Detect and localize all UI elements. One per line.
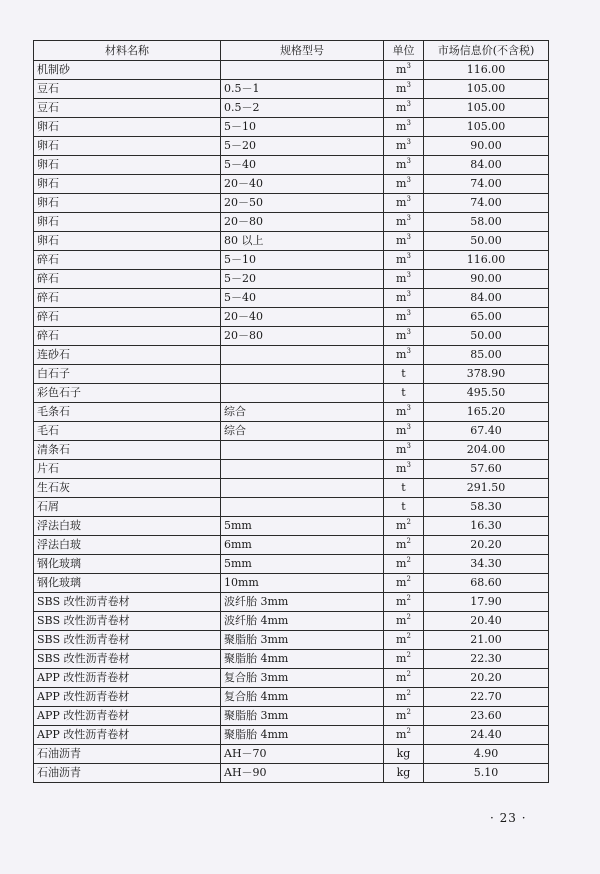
material-name-cell: 机制砂 (34, 61, 221, 80)
material-name-cell: SBS 改性沥青卷材 (34, 650, 221, 669)
material-name-cell: 毛条石 (34, 403, 221, 422)
price-cell: 22.70 (424, 688, 549, 707)
header-unit: 单位 (384, 41, 424, 61)
unit-exponent: 2 (406, 518, 411, 526)
material-name-cell: 卵石 (34, 175, 221, 194)
unit-text: t (401, 500, 406, 513)
price-cell: 20.20 (424, 669, 549, 688)
unit-exponent: 3 (406, 442, 411, 450)
spec-model-cell: 0.5－2 (221, 99, 384, 118)
unit-cell (384, 479, 424, 498)
unit-text: m (396, 462, 407, 475)
spec-model-cell: 波纤胎 3mm (221, 593, 384, 612)
unit-exponent: 3 (406, 423, 411, 431)
spec-model-cell: 复合胎 4mm (221, 688, 384, 707)
table-row (34, 118, 549, 137)
unit-exponent: 3 (406, 81, 411, 89)
price-cell: 34.30 (424, 555, 549, 574)
unit-exponent: 2 (406, 613, 411, 621)
header-market-price: 市场信息价(不含税) (424, 41, 549, 61)
unit-cell (384, 175, 424, 194)
unit-cell (384, 726, 424, 745)
material-name-cell: 碎石 (34, 270, 221, 289)
spec-model-cell: 20－50 (221, 194, 384, 213)
table-row (34, 745, 549, 764)
unit-cell (384, 498, 424, 517)
table-row (34, 631, 549, 650)
spec-model-cell: 80 以上 (221, 232, 384, 251)
unit-text: m (396, 291, 407, 304)
table-row (34, 194, 549, 213)
price-cell: 74.00 (424, 175, 549, 194)
table-row (34, 346, 549, 365)
unit-cell (384, 517, 424, 536)
table-row (34, 175, 549, 194)
table-row (34, 536, 549, 555)
table-row (34, 612, 549, 631)
unit-text: m (396, 671, 407, 684)
unit-cell (384, 384, 424, 403)
price-cell: 68.60 (424, 574, 549, 593)
table-row (34, 61, 549, 80)
unit-exponent: 3 (406, 119, 411, 127)
table-header-row (34, 41, 549, 61)
unit-text: t (401, 367, 406, 380)
material-name-cell: 白石子 (34, 365, 221, 384)
spec-model-cell: 5－10 (221, 251, 384, 270)
unit-text: m (396, 329, 407, 342)
table-row (34, 669, 549, 688)
spec-model-cell (221, 346, 384, 365)
table-row (34, 688, 549, 707)
price-cell: 20.20 (424, 536, 549, 555)
table-row (34, 365, 549, 384)
unit-exponent: 3 (406, 62, 411, 70)
table-row (34, 498, 549, 517)
unit-cell (384, 346, 424, 365)
unit-cell (384, 308, 424, 327)
unit-exponent: 3 (406, 328, 411, 336)
table-row (34, 441, 549, 460)
unit-cell (384, 555, 424, 574)
unit-cell (384, 99, 424, 118)
unit-cell (384, 612, 424, 631)
unit-text: m (396, 82, 407, 95)
table-row (34, 764, 549, 783)
table-row (34, 270, 549, 289)
unit-text: m (396, 443, 407, 456)
material-name-cell: APP 改性沥青卷材 (34, 726, 221, 745)
unit-text: m (396, 405, 407, 418)
material-name-cell: 卵石 (34, 118, 221, 137)
table-row (34, 251, 549, 270)
table-row (34, 137, 549, 156)
unit-text: m (396, 424, 407, 437)
unit-exponent: 3 (406, 195, 411, 203)
unit-exponent: 2 (406, 537, 411, 545)
table-row (34, 707, 549, 726)
spec-model-cell: 6mm (221, 536, 384, 555)
spec-model-cell: 5－20 (221, 270, 384, 289)
material-name-cell: 钢化玻璃 (34, 574, 221, 593)
unit-text: m (396, 348, 407, 361)
unit-cell (384, 403, 424, 422)
unit-cell (384, 61, 424, 80)
price-cell: 116.00 (424, 61, 549, 80)
price-cell: 58.00 (424, 213, 549, 232)
unit-text: m (396, 101, 407, 114)
unit-exponent: 3 (406, 176, 411, 184)
price-cell: 85.00 (424, 346, 549, 365)
page-number: · 23 · (490, 811, 527, 825)
unit-cell (384, 137, 424, 156)
price-cell: 105.00 (424, 80, 549, 99)
price-cell: 90.00 (424, 270, 549, 289)
material-name-cell: 豆石 (34, 80, 221, 99)
price-cell: 74.00 (424, 194, 549, 213)
spec-model-cell: 聚脂胎 4mm (221, 650, 384, 669)
unit-text: m (396, 63, 407, 76)
material-name-cell: 卵石 (34, 156, 221, 175)
spec-model-cell (221, 479, 384, 498)
unit-text: m (396, 120, 407, 133)
table-row (34, 327, 549, 346)
unit-text: kg (396, 766, 411, 779)
material-name-cell: APP 改性沥青卷材 (34, 669, 221, 688)
table-row (34, 460, 549, 479)
spec-model-cell (221, 498, 384, 517)
unit-exponent: 2 (406, 670, 411, 678)
price-cell: 58.30 (424, 498, 549, 517)
price-cell: 20.40 (424, 612, 549, 631)
price-cell: 90.00 (424, 137, 549, 156)
price-cell: 50.00 (424, 232, 549, 251)
spec-model-cell: 综合 (221, 422, 384, 441)
price-cell: 24.40 (424, 726, 549, 745)
spec-model-cell: 波纤胎 4mm (221, 612, 384, 631)
material-name-cell: 豆石 (34, 99, 221, 118)
unit-text: m (396, 633, 407, 646)
material-name-cell: 卵石 (34, 137, 221, 156)
spec-model-cell: 20－40 (221, 175, 384, 194)
price-cell: 23.60 (424, 707, 549, 726)
unit-text: m (396, 538, 407, 551)
unit-cell (384, 707, 424, 726)
unit-text: m (396, 139, 407, 152)
material-name-cell: 卵石 (34, 232, 221, 251)
unit-text: m (396, 614, 407, 627)
price-cell: 84.00 (424, 289, 549, 308)
spec-model-cell: 复合胎 3mm (221, 669, 384, 688)
table-row (34, 156, 549, 175)
unit-exponent: 3 (406, 233, 411, 241)
table-row (34, 479, 549, 498)
table-row (34, 289, 549, 308)
unit-cell (384, 650, 424, 669)
material-name-cell: 浮法白玻 (34, 536, 221, 555)
spec-model-cell (221, 365, 384, 384)
material-name-cell: 连砂石 (34, 346, 221, 365)
header-material-name: 材料名称 (34, 41, 221, 61)
price-cell: 16.30 (424, 517, 549, 536)
unit-exponent: 2 (406, 708, 411, 716)
unit-cell (384, 593, 424, 612)
unit-text: t (401, 386, 406, 399)
spec-model-cell: 20－80 (221, 213, 384, 232)
unit-text: m (396, 595, 407, 608)
unit-text: m (396, 576, 407, 589)
unit-cell (384, 441, 424, 460)
spec-model-cell: 10mm (221, 574, 384, 593)
unit-text: m (396, 158, 407, 171)
price-cell: 17.90 (424, 593, 549, 612)
material-name-cell: SBS 改性沥青卷材 (34, 612, 221, 631)
material-name-cell: SBS 改性沥青卷材 (34, 631, 221, 650)
material-name-cell: APP 改性沥青卷材 (34, 688, 221, 707)
price-cell: 21.00 (424, 631, 549, 650)
material-name-cell: 碎石 (34, 289, 221, 308)
material-name-cell: 碎石 (34, 308, 221, 327)
spec-model-cell: 聚脂胎 3mm (221, 631, 384, 650)
unit-text: m (396, 253, 407, 266)
spec-model-cell: 综合 (221, 403, 384, 422)
unit-exponent: 2 (406, 575, 411, 583)
unit-exponent: 2 (406, 594, 411, 602)
price-cell: 116.00 (424, 251, 549, 270)
unit-cell (384, 574, 424, 593)
unit-exponent: 3 (406, 157, 411, 165)
price-cell: 495.50 (424, 384, 549, 403)
unit-cell (384, 232, 424, 251)
unit-exponent: 2 (406, 651, 411, 659)
spec-model-cell: 5－20 (221, 137, 384, 156)
spec-model-cell: 0.5－1 (221, 80, 384, 99)
material-name-cell: 生石灰 (34, 479, 221, 498)
spec-model-cell: AH－90 (221, 764, 384, 783)
price-cell: 67.40 (424, 422, 549, 441)
unit-exponent: 3 (406, 138, 411, 146)
table-row (34, 80, 549, 99)
unit-text: m (396, 690, 407, 703)
price-cell: 291.50 (424, 479, 549, 498)
price-cell: 57.60 (424, 460, 549, 479)
spec-model-cell (221, 384, 384, 403)
spec-model-cell: AH－70 (221, 745, 384, 764)
material-name-cell: 碎石 (34, 327, 221, 346)
spec-model-cell: 5mm (221, 517, 384, 536)
unit-cell (384, 213, 424, 232)
unit-cell (384, 156, 424, 175)
material-name-cell: SBS 改性沥青卷材 (34, 593, 221, 612)
unit-cell (384, 289, 424, 308)
unit-cell (384, 669, 424, 688)
material-price-table (33, 40, 549, 783)
unit-text: m (396, 709, 407, 722)
price-cell: 165.20 (424, 403, 549, 422)
unit-text: m (396, 196, 407, 209)
material-name-cell: 彩色石子 (34, 384, 221, 403)
table-row (34, 726, 549, 745)
unit-text: m (396, 557, 407, 570)
unit-text: m (396, 310, 407, 323)
unit-cell (384, 688, 424, 707)
unit-exponent: 3 (406, 404, 411, 412)
table-row (34, 232, 549, 251)
unit-exponent: 3 (406, 347, 411, 355)
unit-exponent: 3 (406, 271, 411, 279)
table-body (34, 61, 549, 783)
unit-cell (384, 251, 424, 270)
table-row (34, 517, 549, 536)
price-cell: 50.00 (424, 327, 549, 346)
table-row (34, 99, 549, 118)
spec-model-cell (221, 460, 384, 479)
price-cell: 204.00 (424, 441, 549, 460)
spec-model-cell: 聚脂胎 4mm (221, 726, 384, 745)
spec-model-cell (221, 441, 384, 460)
material-name-cell: 石油沥青 (34, 764, 221, 783)
spec-model-cell: 5－40 (221, 289, 384, 308)
material-name-cell: APP 改性沥青卷材 (34, 707, 221, 726)
unit-cell (384, 422, 424, 441)
material-name-cell: 清条石 (34, 441, 221, 460)
unit-exponent: 3 (406, 252, 411, 260)
unit-text: m (396, 652, 407, 665)
unit-cell (384, 270, 424, 289)
table-row (34, 555, 549, 574)
unit-cell (384, 194, 424, 213)
unit-text: m (396, 215, 407, 228)
unit-cell (384, 745, 424, 764)
table-row (34, 213, 549, 232)
material-name-cell: 钢化玻璃 (34, 555, 221, 574)
table-row (34, 308, 549, 327)
unit-exponent: 3 (406, 290, 411, 298)
material-name-cell: 片石 (34, 460, 221, 479)
unit-exponent: 3 (406, 214, 411, 222)
price-cell: 22.30 (424, 650, 549, 669)
unit-exponent: 2 (406, 727, 411, 735)
unit-cell (384, 460, 424, 479)
unit-text: m (396, 177, 407, 190)
material-name-cell: 卵石 (34, 213, 221, 232)
table-row (34, 593, 549, 612)
spec-model-cell: 20－40 (221, 308, 384, 327)
material-name-cell: 浮法白玻 (34, 517, 221, 536)
price-cell: 84.00 (424, 156, 549, 175)
unit-text: t (401, 481, 406, 494)
unit-cell (384, 764, 424, 783)
unit-exponent: 2 (406, 689, 411, 697)
unit-exponent: 2 (406, 632, 411, 640)
spec-model-cell: 5－40 (221, 156, 384, 175)
unit-text: m (396, 519, 407, 532)
table-row (34, 650, 549, 669)
unit-text: m (396, 234, 407, 247)
spec-model-cell: 20－80 (221, 327, 384, 346)
unit-exponent: 3 (406, 100, 411, 108)
spec-model-cell (221, 61, 384, 80)
spec-model-cell: 5mm (221, 555, 384, 574)
unit-cell (384, 365, 424, 384)
price-cell: 105.00 (424, 99, 549, 118)
spec-model-cell: 聚脂胎 3mm (221, 707, 384, 726)
unit-cell (384, 327, 424, 346)
price-cell: 5.10 (424, 764, 549, 783)
table-row (34, 384, 549, 403)
table-row (34, 403, 549, 422)
material-name-cell: 碎石 (34, 251, 221, 270)
unit-text: kg (396, 747, 411, 760)
unit-exponent: 3 (406, 309, 411, 317)
price-cell: 378.90 (424, 365, 549, 384)
unit-exponent: 3 (406, 461, 411, 469)
unit-cell (384, 80, 424, 99)
table-row (34, 574, 549, 593)
spec-model-cell: 5－10 (221, 118, 384, 137)
unit-exponent: 2 (406, 556, 411, 564)
unit-cell (384, 536, 424, 555)
price-cell: 105.00 (424, 118, 549, 137)
unit-text: m (396, 728, 407, 741)
price-cell: 4.90 (424, 745, 549, 764)
material-name-cell: 卵石 (34, 194, 221, 213)
unit-text: m (396, 272, 407, 285)
price-cell: 65.00 (424, 308, 549, 327)
unit-cell (384, 631, 424, 650)
material-name-cell: 毛石 (34, 422, 221, 441)
unit-cell (384, 118, 424, 137)
material-name-cell: 石屑 (34, 498, 221, 517)
header-spec-model: 规格型号 (221, 41, 384, 61)
table-row (34, 422, 549, 441)
material-name-cell: 石油沥青 (34, 745, 221, 764)
